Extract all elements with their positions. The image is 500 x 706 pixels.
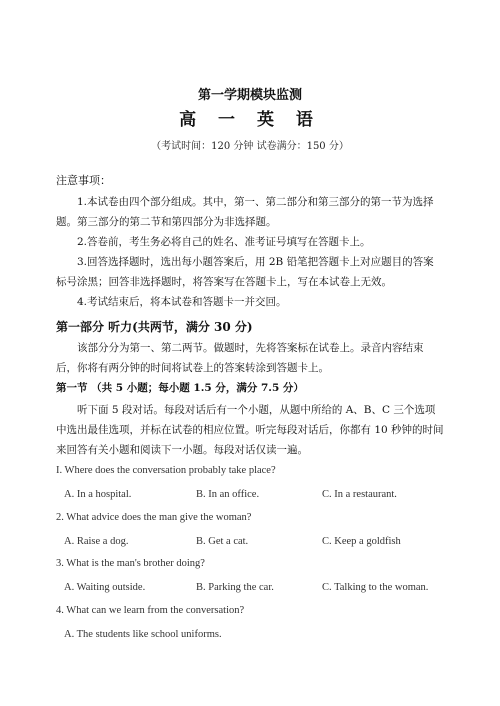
question-2-option-b: B. Get a cat. (196, 536, 249, 547)
question-1-option-b: B. In an office. (196, 489, 260, 500)
subject-title: 高 一 英 语 (179, 110, 321, 130)
part1-heading: 第一部分 听力(共两节，满分 30 分) (56, 320, 253, 334)
exam-info: （考试时间：120 分钟 试卷满分：150 分） (151, 141, 349, 152)
section1-intro: 听下面 5 段对话。每段对话后有一个小题，从题中所给的 A、B、C 三个选项中选出最佳选项，并标在试卷的相应位置。听完每段对话后，你都有 10 秒钟的时间来回答有关小题和阅读下一小题。每段对话仅读一遍。 (56, 404, 444, 456)
note-item-4: 4.考试结束后，将本试卷和答题卡一并交回。 (77, 296, 287, 308)
question-2-option-a: A. Raise a dog. (64, 536, 129, 547)
question-1-option-c: C. In a restaurant. (322, 489, 397, 500)
exam-title: 第一学期模块监测 (197, 88, 302, 103)
note-item-1: 1.本试卷由四个部分组成。其中，第一、第二部分和第三部分的第一节为选择题。第三部分的第二节和第四部分为非选择题。 (56, 196, 434, 228)
notes-heading: 注意事项： (56, 174, 111, 187)
question-1-option-a: A. In a hospital. (64, 489, 132, 500)
section1-heading: 第一节 （共 5 小题；每小题 1.5 分，满分 7.5 分） (56, 382, 304, 394)
question-1: I. Where does the conversation probably take place? (56, 465, 276, 476)
note-item-2: 2.答卷前，考生务必将自己的姓名、准考证号填写在答题卡上。 (77, 236, 371, 248)
part1-intro: 该部分分为第一、第二两节。做题时，先将答案标在试卷上。录音内容结束后，你将有两分钟的时间将试卷上的答案转涂到答题卡上。 (56, 342, 424, 374)
question-2: 2. What advice does the man give the woman? (56, 512, 252, 523)
note-item-3: 3.回答选择题时，选出每小题答案后，用 2B 铅笔把答题卡上对应题目的答案标号涂黑；回答非选择题时，将答案写在答题卡上，写在本试卷上无效。 (56, 256, 434, 288)
question-3-option-c: C. Talking to the woman. (322, 582, 429, 593)
question-3: 3. What is the man's brother doing? (56, 558, 205, 569)
question-3-option-a: A. Waiting outside. (64, 582, 146, 593)
question-4: 4. What can we learn from the conversation? (56, 605, 245, 616)
question-3-option-b: B. Parking the car. (196, 582, 274, 593)
question-2-option-c: C. Keep a goldfish (322, 536, 401, 547)
question-4-option-a: A. The students like school uniforms. (64, 629, 222, 640)
